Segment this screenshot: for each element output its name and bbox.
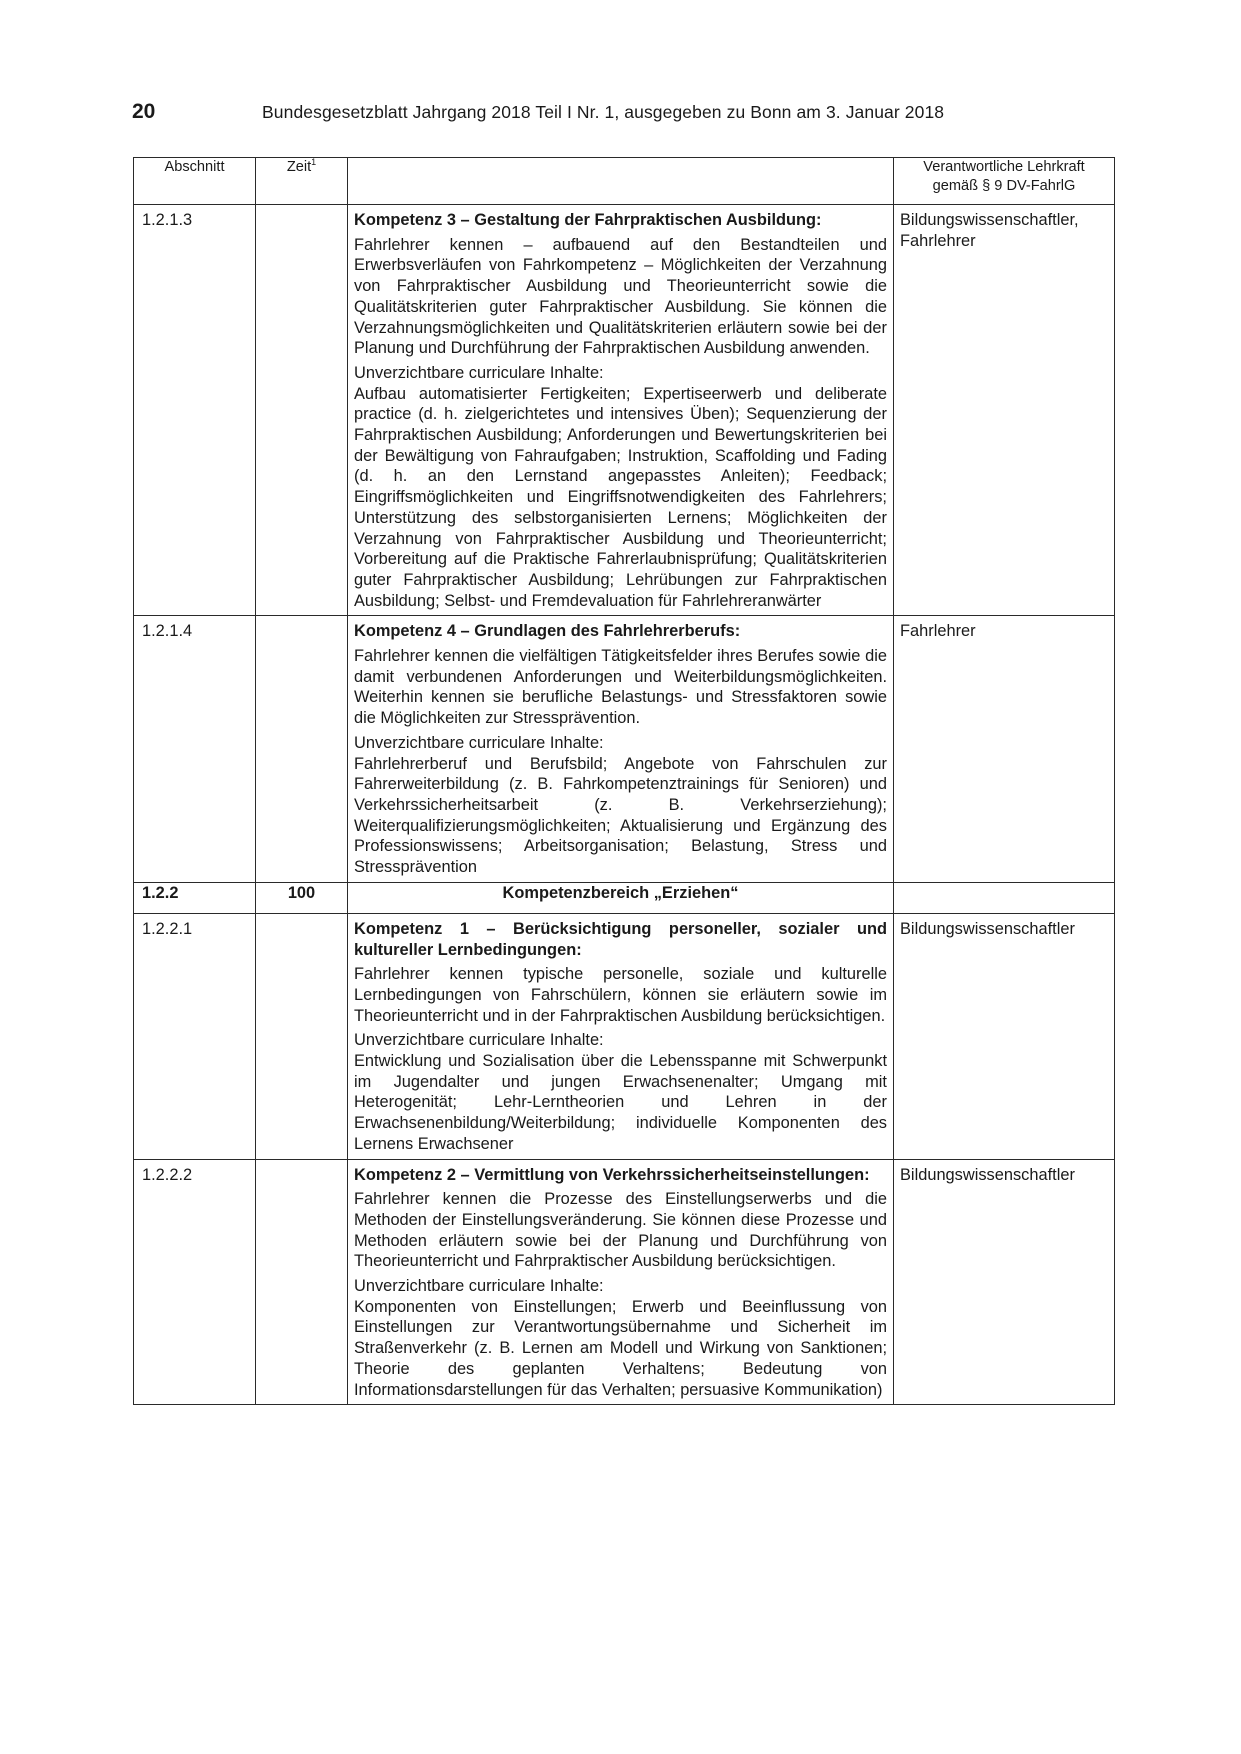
abschnitt-cell: 1.2.2.1 — [134, 913, 256, 1159]
abschnitt-cell: 1.2.1.4 — [134, 616, 256, 882]
section-abschnitt: 1.2.2 — [134, 882, 256, 913]
page-number: 20 — [132, 100, 156, 123]
lehrkraft-cell: Bildungswissenschaftler — [894, 1159, 1115, 1405]
inhalte-block — [354, 363, 887, 611]
inhalte-label: Unverzichtbare curriculare Inhalte: — [354, 733, 604, 752]
content-cell — [348, 616, 894, 882]
kompetenz-title: Kompetenz 3 – Gestaltung der Fahrpraktischen Ausbildung: — [354, 211, 822, 229]
inhalte-block — [354, 1276, 887, 1400]
zeit-cell — [256, 913, 348, 1159]
zeit-footnote: 1 — [311, 157, 317, 168]
table-row — [134, 913, 1115, 1159]
inhalte-label: Unverzichtbare curriculare Inhalte: — [354, 1277, 604, 1296]
page-header — [132, 100, 1112, 130]
kompetenz-title: Kompetenz 4 – Grundlagen des Fahrlehrerberufs: — [354, 622, 741, 641]
column-header-abschnitt: Abschnitt — [134, 158, 256, 205]
table-row — [134, 1159, 1115, 1405]
running-title: Bundesgesetzblatt Jahrgang 2018 Teil I Nr. 1, ausgegeben zu Bonn am 3. Januar 2018 — [262, 102, 945, 122]
table-row — [134, 205, 1115, 616]
inhalte-text: Entwicklung und Sozialisation über die Lebensspanne mit Schwerpunkt im Jugendalter und jungen Erwachsenenalter; Umgang mit Heterogenität; Lehr-Lerntheorien und Lehren in der Erwachsenenbildung/Weiterbildung; individuelle Komponenten des Lernens Erwachsener — [354, 1052, 887, 1153]
kompetenz-description: Fahrlehrer kennen die vielfältigen Tätigkeitsfelder ihres Berufes sowie die damit verbundenen Anforderungen und Weiterbildungsmöglichkeiten. Weiterhin kennen sie berufliche Belastungs- und Stressfaktoren sowie die Möglichkeiten zur Stressprävention. — [354, 647, 887, 728]
content-cell — [348, 1159, 894, 1405]
inhalte-text: Fahrlehrerberuf und Berufsbild; Angebote von Fahrschulen zur Fahrerweiterbildung (z. B. Fahrkompetenztrainings für Senioren) und Verkehrssicherheitsarbeit (z. B. Verkehrserziehung); Weiterqualifizierungsmöglichkeiten; Aktualisierung und Ergänzung des Professionswissens; Arbeitsorganisation; Belastung, Stress und Stressprävention — [354, 754, 887, 877]
table-row — [134, 616, 1115, 882]
zeit-label: Zeit — [286, 159, 312, 175]
inhalte-text: Aufbau automatisierter Fertigkeiten; Expertiseerwerb und deliberate practice (d. h. zielgerichtetes und intensives Üben); Sequenzierung der Fahrpraktischen Ausbildung; Anforderungen und Bewertungskriterien bei der Bewältigung von Fahraufgaben; Instruktion, Scaffolding und Fading (d. h. an den Lernstand angepasstes Anleiten); Feedback; Eingriffsmöglichkeiten und Eingriffsnotwendigkeiten des Fahrlehrers; Unterstützung des selbstorganisierten Lernens; Möglichkeiten der Verzahnung von Fahrpraktischer Ausbildung und Theorieunterricht; Vorbereitung auf die Praktische Fahrerlaubnisprüfung; Qualitätskriterien guter Fahrpraktischer Ausbildung; Lehrübungen zur Fahrpraktischen Ausbildung; Selbst- und Fremdevaluation für Fahrlehreranwärter — [354, 384, 887, 610]
inhalte-text: Komponenten von Einstellungen; Erwerb und Beeinflussung von Einstellungen zur Verantwortungsübernahme und Sicherheit im Straßenverkehr (z. B. Lernen am Modell und Wirkung von Sanktionen; Theorie des geplanten Verhaltens; Bedeutung von Informationsdarstellungen für das Verhalten; persuasive Kommunikation) — [354, 1297, 887, 1399]
column-header-zeit — [256, 158, 348, 205]
lehrkraft-cell: Fahrlehrer — [894, 616, 1115, 882]
curriculum-table — [133, 157, 1115, 1405]
kompetenz-title: Kompetenz 1 – Berücksichtigung personeller, sozialer und kultureller Lernbedingungen: — [354, 919, 887, 959]
table-header-row — [134, 158, 1115, 205]
content-cell — [348, 205, 894, 616]
section-title: Kompetenzbereich „Erziehen“ — [348, 882, 894, 913]
zeit-cell — [256, 616, 348, 882]
column-header-content — [348, 158, 894, 205]
lehrkraft-cell: Bildungswissenschaftler, Fahrlehrer — [894, 205, 1115, 616]
kompetenz-description: Fahrlehrer kennen die Prozesse des Einstellungserwerbs und die Methoden der Einstellungsveränderung. Sie können diese Prozesse und Methoden erläutern sowie bei der Planung und Durchführung von Theorieunterricht und Fahrpraktischer Ausbildung berücksichtigen. — [354, 1190, 887, 1271]
zeit-cell — [256, 205, 348, 616]
abschnitt-cell: 1.2.1.3 — [134, 205, 256, 616]
lehrkraft-header-line2: gemäß § 9 DV-FahrlG — [932, 178, 1076, 194]
lehrkraft-header-line1: Verantwortliche Lehrkraft — [923, 159, 1085, 175]
kompetenz-description: Fahrlehrer kennen typische personelle, soziale und kulturelle Lernbedingungen von Fahrschülern, können sie erläutern sowie im Theorieunterricht und in der Fahrpraktischen Ausbildung berücksichtigen. — [354, 965, 887, 1025]
lehrkraft-cell: Bildungswissenschaftler — [894, 913, 1115, 1159]
kompetenz-title: Kompetenz 2 – Vermittlung von Verkehrssicherheitseinstellungen: — [354, 1165, 870, 1184]
section-lehrkraft — [894, 882, 1115, 913]
section-zeit: 100 — [256, 882, 348, 913]
kompetenz-description: Fahrlehrer kennen – aufbauend auf den Bestandteilen und Erwerbsverläufen von Fahrkompetenz – Möglichkeiten der Verzahnung von Fahrpraktischer Ausbildung und Theorieunterricht sowie die Qualitätskriterien guter Fahrpraktischer Ausbildung. Sie können die Verzahnungsmöglichkeiten und Qualitätskriterien erläutern sowie bei der Planung und Durchführung der Fahrpraktischen Ausbildung anwenden. — [354, 235, 887, 358]
zeit-cell — [256, 1159, 348, 1405]
inhalte-block — [354, 1030, 887, 1154]
inhalte-label: Unverzichtbare curriculare Inhalte: — [354, 363, 604, 382]
column-header-lehrkraft — [894, 158, 1115, 205]
abschnitt-cell: 1.2.2.2 — [134, 1159, 256, 1405]
content-cell — [348, 913, 894, 1159]
section-row — [134, 882, 1115, 913]
inhalte-block — [354, 733, 887, 878]
inhalte-label: Unverzichtbare curriculare Inhalte: — [354, 1031, 604, 1050]
